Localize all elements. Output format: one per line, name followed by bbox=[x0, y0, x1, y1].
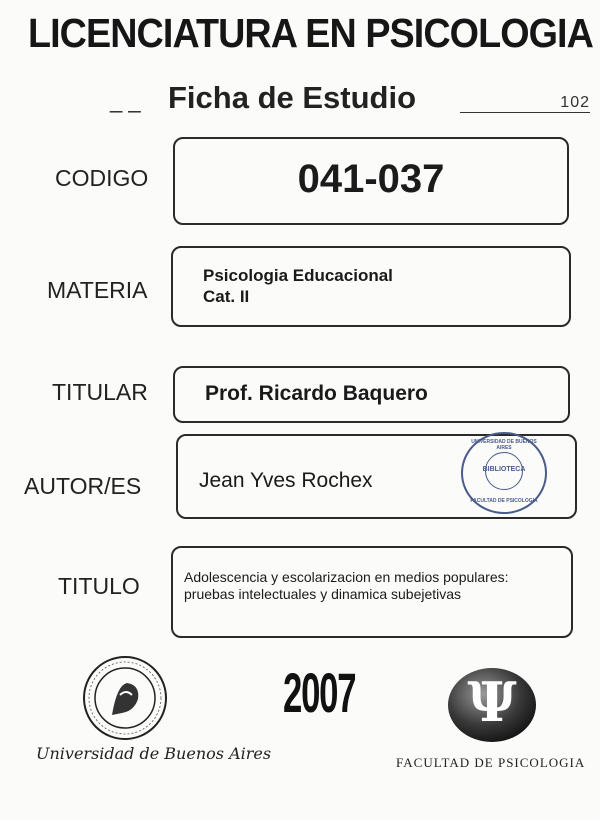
prefix-dashes: _ _ bbox=[110, 88, 141, 113]
autores-value: Jean Yves Rochex bbox=[199, 469, 373, 492]
uba-seal-logo bbox=[82, 655, 168, 741]
materia-label: MATERIA bbox=[47, 277, 148, 303]
titulo-line1: Adolescencia y escolarizacion en medios populares: bbox=[184, 569, 509, 585]
psychology-faculty-logo bbox=[447, 666, 537, 744]
autores-label: AUTOR/ES bbox=[24, 473, 142, 499]
faculty-caption: FACULTAD DE PSICOLOGIA bbox=[396, 755, 586, 770]
subtitle-row bbox=[110, 80, 590, 120]
codigo-label: CODIGO bbox=[55, 165, 149, 191]
ficha-number: 102 bbox=[460, 94, 590, 113]
biblioteca-stamp bbox=[461, 432, 547, 514]
titulo-line2: pruebas intelectuales y dinamica subejetivas bbox=[184, 586, 462, 602]
codigo-value: 041-037 bbox=[297, 157, 445, 201]
codigo-box bbox=[173, 137, 569, 225]
titulo-label: TITULO bbox=[58, 573, 140, 599]
materia-line2: Cat. II bbox=[203, 287, 250, 306]
psi-symbol: Ψ bbox=[467, 670, 517, 734]
stamp-bottom-text: FACULTAD DE PSICOLOGIA bbox=[470, 498, 538, 504]
document-title: LICENCIATURA EN PSICOLOGIA bbox=[28, 10, 593, 56]
titular-label: TITULAR bbox=[52, 379, 148, 405]
uba-caption: Universidad de Buenos Aires bbox=[36, 744, 272, 763]
autores-box bbox=[176, 434, 577, 519]
stamp-top-text: UNIVERSIDAD DE BUENOS AIRES bbox=[471, 439, 537, 451]
year: 2007 bbox=[283, 661, 356, 724]
materia-line1: Psicologia Educacional bbox=[203, 266, 393, 285]
titular-value: Prof. Ricardo Baquero bbox=[205, 382, 428, 405]
titular-box bbox=[173, 366, 570, 423]
materia-box bbox=[171, 246, 571, 327]
titulo-box bbox=[171, 546, 573, 638]
stamp-center-text: BIBLIOTECA bbox=[482, 466, 526, 473]
subtitle: Ficha de Estudio bbox=[168, 80, 417, 115]
